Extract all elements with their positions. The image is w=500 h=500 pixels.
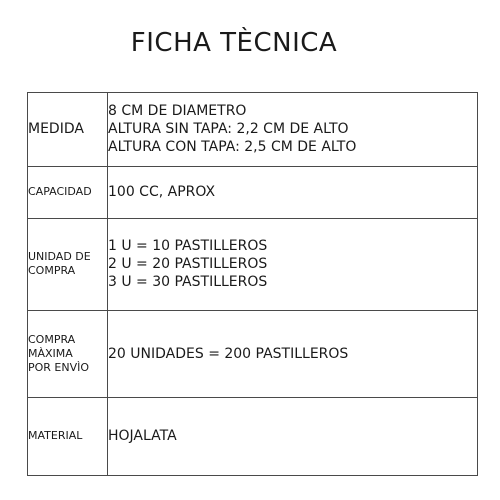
row-label [28, 218, 108, 310]
table-row-compra-maxima [28, 310, 478, 397]
row-label-text: COMPRA [28, 264, 76, 278]
row-label [28, 310, 108, 397]
table-row-capacidad [28, 166, 478, 218]
row-label-text: COMPRA [28, 332, 76, 346]
row-label [28, 93, 108, 167]
page-title: FICHA TÈCNICA [130, 28, 338, 58]
row-label [28, 397, 108, 475]
row-value-text: 1 U = 10 PASTILLEROS [108, 238, 268, 255]
row-value [108, 310, 478, 397]
row-value [108, 218, 478, 310]
row-label-text: MÀXIMA [28, 346, 73, 360]
row-value-text: 100 CC, APROX [108, 184, 216, 201]
row-label-text: MATERIAL [28, 429, 83, 443]
row-value [108, 397, 478, 475]
row-value-text: ALTURA SIN TAPA: 2,2 CM DE ALTO [108, 121, 349, 138]
row-value-text: 8 CM DE DIAMETRO [108, 103, 247, 120]
row-label-text: MEDIDA [28, 121, 84, 138]
row-value [108, 166, 478, 218]
row-value-text: ALTURA CON TAPA: 2,5 CM DE ALTO [108, 139, 357, 156]
table-row-unidad [28, 218, 478, 310]
row-label-text: POR ENVÌO [28, 360, 90, 374]
row-label-text: UNIDAD DE [28, 250, 91, 264]
row-value-text: 20 UNIDADES = 200 PASTILLEROS [108, 345, 349, 362]
row-value [108, 93, 478, 167]
row-value-text: 2 U = 20 PASTILLEROS [108, 256, 268, 273]
row-label [28, 166, 108, 218]
row-label-text: CAPACIDAD [28, 185, 92, 199]
table-row-material [28, 397, 478, 475]
table-row-medida [28, 93, 478, 167]
row-value-text: HOJALATA [108, 428, 177, 445]
spec-table [27, 92, 478, 476]
row-value-text: 3 U = 30 PASTILLEROS [108, 274, 268, 291]
